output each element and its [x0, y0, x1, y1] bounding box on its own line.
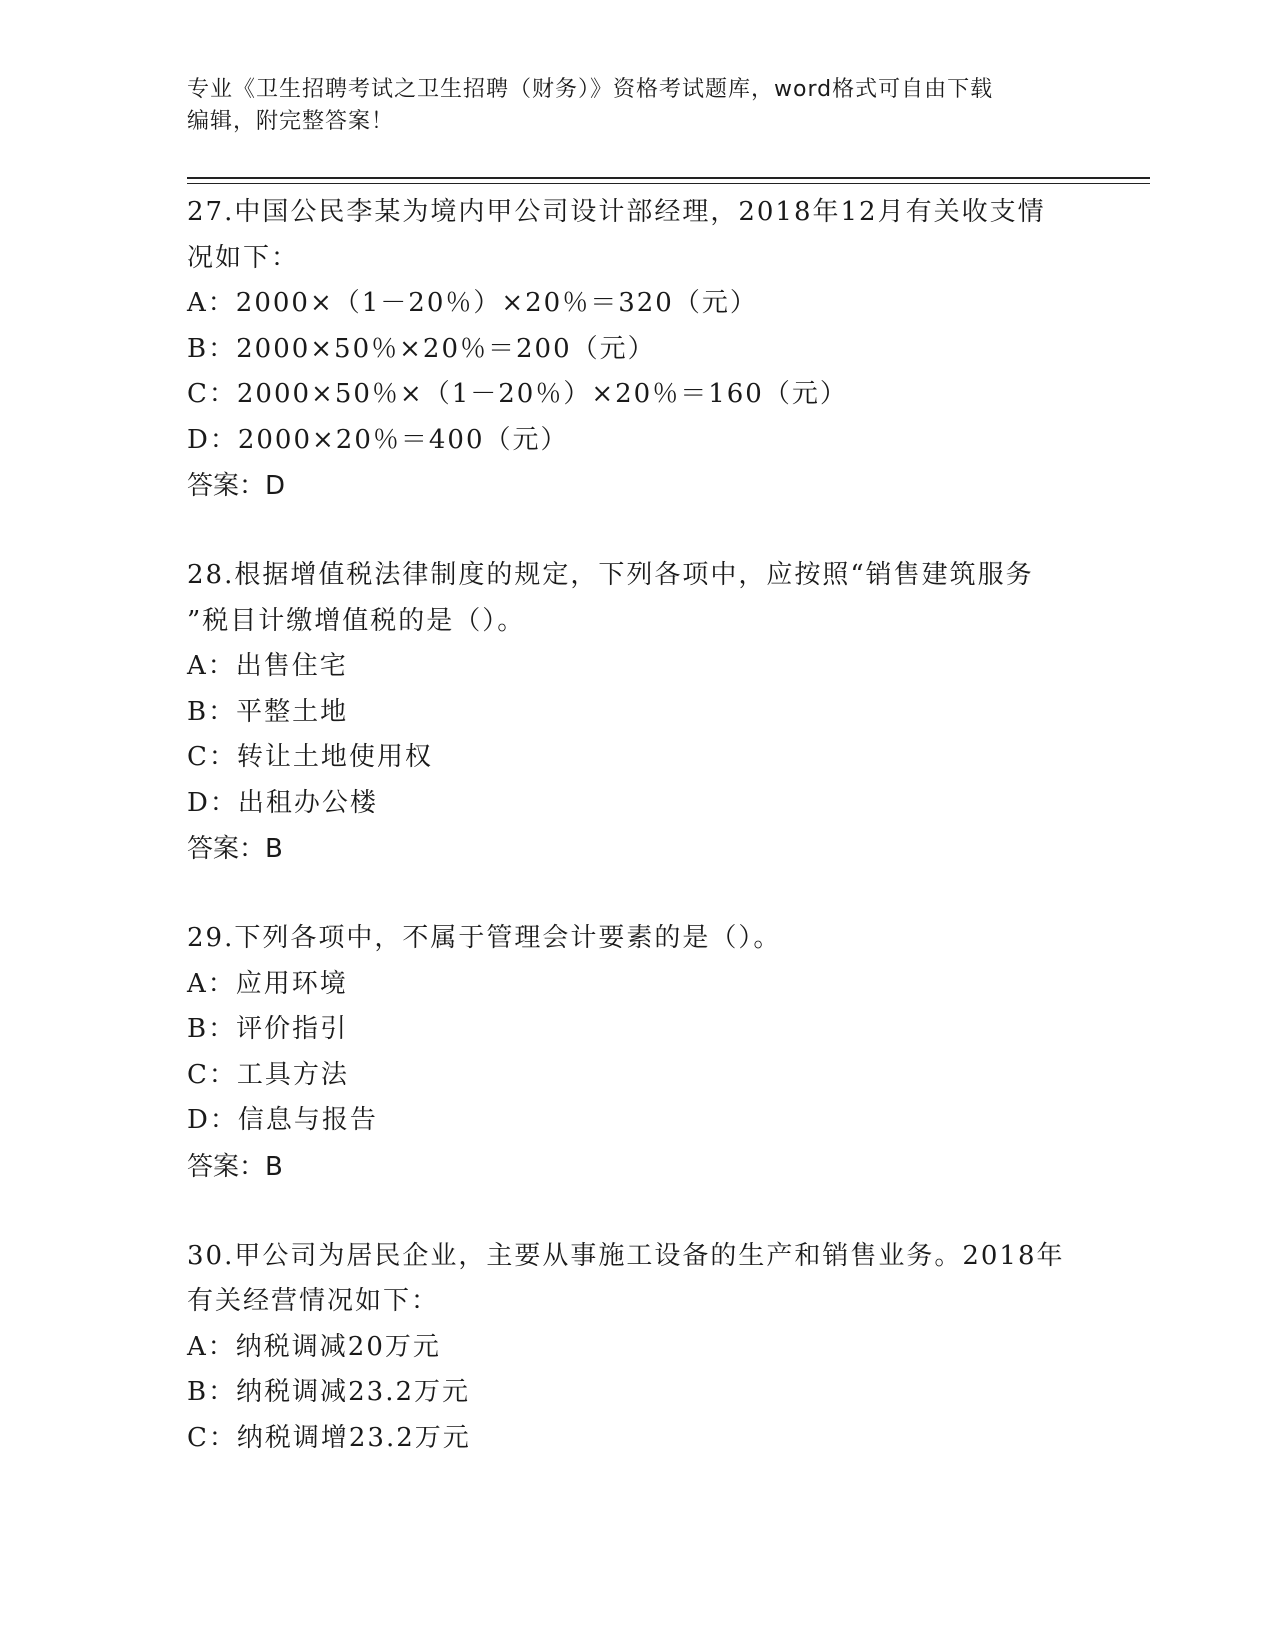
question-30	[187, 1234, 1087, 1462]
option-d: D：出租办公楼	[187, 787, 378, 818]
question-28	[187, 553, 1087, 872]
option-b: B：平整土地	[187, 696, 349, 727]
header-line-2: 编辑，附完整答案！	[187, 109, 395, 134]
option-c: C：纳税调增23.2万元	[187, 1422, 471, 1453]
option-c: C：2000×50％×（1－20％）×20％＝160（元）	[187, 379, 848, 409]
header-line-1: 专业《卫生招聘考试之卫生招聘（财务）》资格考试题库，word格式可自由下载	[187, 77, 994, 102]
option-a: A：应用环境	[187, 968, 348, 999]
answer-line: 答案：B	[187, 1151, 283, 1182]
header-divider-bottom	[187, 183, 1150, 184]
answer-line: 答案：B	[187, 834, 283, 864]
option-b: B：2000×50％×20％＝200（元）	[187, 333, 656, 364]
question-29	[187, 916, 1087, 1190]
question-stem: 27.中国公民李某为境内甲公司设计部经理，2018年12月有关收支情	[187, 197, 1046, 227]
question-stem: ”税目计缴增值税的是（）。	[187, 605, 526, 636]
question-list	[187, 190, 1087, 1505]
answer-line: 答案：D	[187, 471, 286, 501]
option-a: A：2000×（1－20％）×20％＝320（元）	[187, 288, 758, 318]
option-d: D：信息与报告	[187, 1105, 378, 1135]
option-c: C：转让土地使用权	[187, 742, 433, 772]
question-27	[187, 190, 1087, 509]
option-a: A：出售住宅	[187, 651, 348, 681]
document-header	[187, 74, 1087, 138]
question-stem: 30.甲公司为居民企业，主要从事施工设备的生产和销售业务。2018年	[187, 1240, 1065, 1271]
option-b: B：评价指引	[187, 1014, 349, 1044]
header-divider-top	[187, 177, 1150, 179]
question-stem: 28.根据增值税法律制度的规定，下列各项中，应按照“销售建筑服务	[187, 560, 1034, 590]
option-a: A：纳税调减20万元	[187, 1331, 441, 1362]
question-stem: 况如下：	[187, 242, 300, 273]
option-c: C：工具方法	[187, 1059, 349, 1090]
question-stem: 29.下列各项中，不属于管理会计要素的是（）。	[187, 923, 782, 953]
question-stem: 有关经营情况如下：	[187, 1286, 440, 1316]
option-b: B：纳税调减23.2万元	[187, 1377, 470, 1407]
option-d: D：2000×20％＝400（元）	[187, 424, 569, 455]
